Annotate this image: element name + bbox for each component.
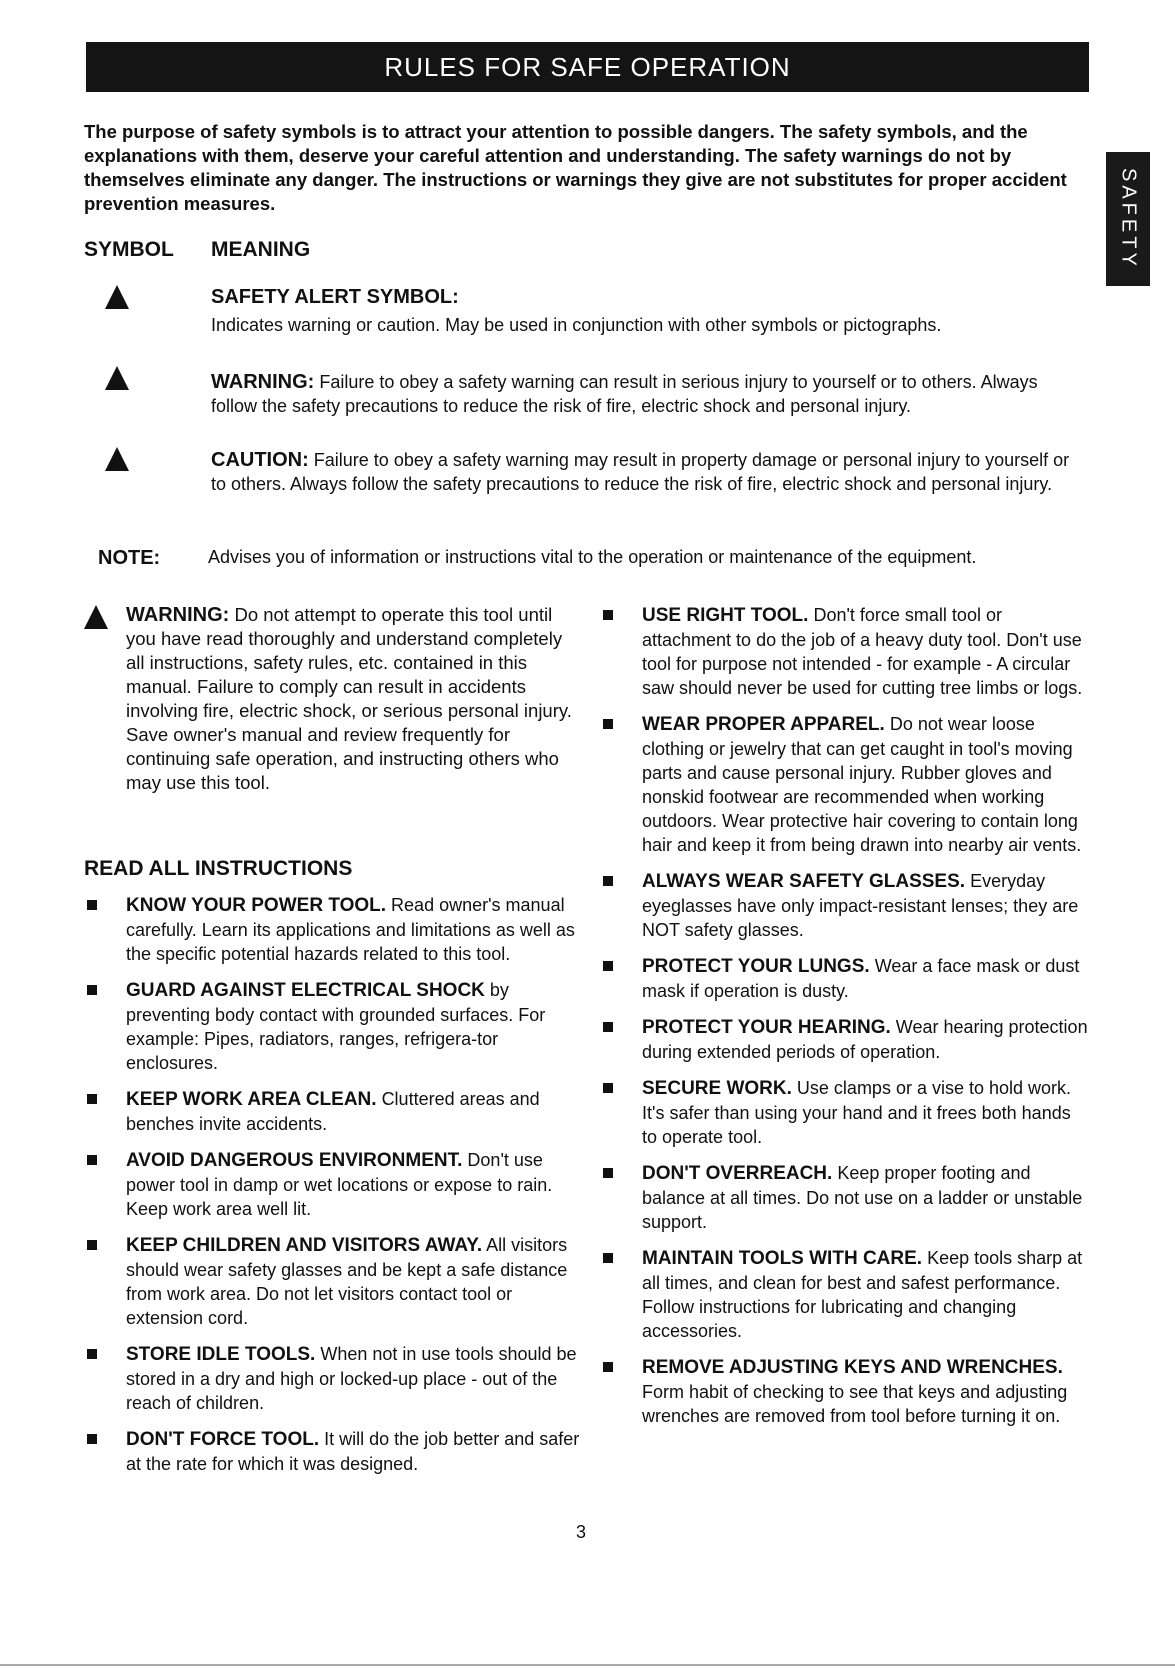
safety-rule-text: Do not wear loose clothing or jewelry that can get caught in tool's moving parts and cause personal injury. Rubber gloves and nonskid footwear are recommended when working outdoors. Wear protective hair covering to contain long hair and keep it from being drawn into nearby air vents. [642, 714, 1082, 855]
safety-rule-title: MAINTAIN TOOLS WITH CARE. [642, 1248, 923, 1269]
safety-rule-text: Form habit of checking to see that keys and adjusting wrenches are removed from tool before turning it on. [642, 1382, 1068, 1426]
safety-rule-text: Wear hearing protection during extended periods of operation. [642, 1017, 1088, 1062]
safety-rule-item [600, 1161, 1090, 1234]
safety-rule-title: KEEP WORK AREA CLEAN. [126, 1089, 377, 1110]
page-number: 3 [576, 1522, 587, 1542]
safety-rule-item [600, 1355, 1090, 1428]
safety-rule-title: AVOID DANGEROUS ENVIRONMENT. [126, 1150, 463, 1171]
safety-rule-item [600, 1246, 1090, 1343]
safety-rule-title: PROTECT YOUR LUNGS. [642, 956, 870, 977]
warning-triangle-icon [105, 447, 129, 471]
safety-rule-text: It will do the job better and safer at the rate for which it was designed. [126, 1429, 580, 1474]
caution-text: Failure to obey a safety warning may result in property damage or personal injury to yourself or to others. Always follow the safety precautions to reduce the risk of fire, electric shock and personal injury. [211, 450, 1070, 494]
safety-rule-text: Use clamps or a vise to hold work. It's safer than using your hand and it frees both hands to operate tool. [642, 1078, 1072, 1147]
safety-rule-item [600, 954, 1090, 1003]
caution-definition [211, 448, 1081, 496]
square-bullet-icon [603, 1362, 613, 1372]
safety-rule-text: Don't force small tool or attachment to do the job of a heavy duty tool. Don't use tool for purpose not intended - for example - A circular saw should never be used for cutting tree limbs or logs. [642, 605, 1083, 698]
square-bullet-icon [603, 876, 613, 886]
safety-rule-item [84, 893, 584, 966]
warning-text: Failure to obey a safety warning can result in serious injury to yourself or to others. Always follow the safety precautions to reduce the risk of fire, electric shock and personal injury. [211, 372, 1038, 416]
safety-rule-text: by preventing body contact with grounded surfaces. For example: Pipes, radiators, ranges, refrigera-tor enclosures. [126, 980, 546, 1073]
safety-rule-item [84, 1427, 584, 1476]
safety-rule-item [600, 1015, 1090, 1064]
intro-paragraph: The purpose of safety symbols is to attract your attention to possible dangers. The safety symbols, and the explanations with them, deserve your careful attention and understanding. The safety warnings do not by themselves eliminate any danger. The instructions or warnings they give are not substitutes for proper accident prevention measures. [84, 121, 1067, 214]
safety-rule-item [84, 1148, 584, 1221]
right-column [600, 603, 1090, 1440]
left-rules-list [84, 893, 584, 1476]
square-bullet-icon [603, 1168, 613, 1178]
note-label: NOTE: [98, 547, 161, 569]
left-column [84, 603, 584, 1488]
safety-rule-title: REMOVE ADJUSTING KEYS AND WRENCHES. [642, 1357, 1063, 1378]
safety-rule-title: ALWAYS WEAR SAFETY GLASSES. [642, 871, 966, 892]
square-bullet-icon [603, 719, 613, 729]
safety-rule-title: SECURE WORK. [642, 1078, 792, 1099]
page-header [86, 42, 1089, 92]
safety-rule-item [84, 1087, 584, 1136]
page-bottom-rule [0, 1664, 1175, 1666]
warning-triangle-icon [105, 285, 129, 309]
safety-rule-item [600, 603, 1090, 700]
safety-rule-title: KEEP CHILDREN AND VISITORS AWAY. [126, 1235, 483, 1256]
meaning-column-heading: MEANING [211, 238, 311, 261]
square-bullet-icon [603, 1253, 613, 1263]
safety-alert-text: Indicates warning or caution. May be used in conjunction with other symbols or pictographs. [211, 315, 942, 335]
main-warning-text: Do not attempt to operate this tool until you have read thoroughly and understand completely all instructions, safety rules, etc. contained in this manual. Failure to comply can result in accidents involving fire, electric shock, or serious personal injury. Save owner's manual and review frequently for continuing safe operation, and instructing others who may use this tool. [126, 604, 572, 793]
safety-alert-definition [211, 285, 1081, 337]
caution-label: CAUTION: [211, 449, 309, 471]
right-rules-list [600, 603, 1090, 1428]
safety-rule-text: When not in use tools should be stored in a dry and high or locked-up place - out of the reach of children. [126, 1344, 577, 1413]
square-bullet-icon [87, 1155, 97, 1165]
safety-alert-title: SAFETY ALERT SYMBOL: [211, 286, 459, 308]
main-warning-label: WARNING: [126, 604, 230, 626]
square-bullet-icon [87, 900, 97, 910]
square-bullet-icon [603, 1022, 613, 1032]
safety-rule-title: GUARD AGAINST ELECTRICAL SHOCK [126, 980, 485, 1001]
safety-rule-text: Don't use power tool in damp or wet locations or expose to rain. Keep work area well lit. [126, 1150, 553, 1219]
safety-rule-title: STORE IDLE TOOLS. [126, 1344, 316, 1365]
side-tab-label: SAFETY [1117, 168, 1140, 270]
note-text: Advises you of information or instructions vital to the operation or maintenance of the equipment. [208, 547, 977, 567]
safety-rule-text: Keep tools sharp at all times, and clean for best and safest performance. Follow instructions for lubricating and changing accessories. [642, 1248, 1083, 1341]
safety-rule-title: DON'T FORCE TOOL. [126, 1429, 320, 1450]
main-warning [84, 603, 584, 795]
warning-triangle-icon [105, 366, 129, 390]
safety-rule-text: Everyday eyeglasses have only impact-resistant lenses; they are NOT safety glasses. [642, 871, 1079, 940]
safety-rule-text: Read owner's manual carefully. Learn its applications and limitations as well as the specific potential hazards related to this tool. [126, 895, 575, 964]
square-bullet-icon [87, 1240, 97, 1250]
safety-rule-item [84, 1233, 584, 1330]
warning-label: WARNING: [211, 371, 315, 393]
square-bullet-icon [603, 1083, 613, 1093]
square-bullet-icon [603, 610, 613, 620]
read-all-instructions-heading: READ ALL INSTRUCTIONS [84, 857, 353, 880]
safety-rule-item [600, 869, 1090, 942]
symbol-column-heading: SYMBOL [84, 238, 174, 261]
square-bullet-icon [603, 961, 613, 971]
safety-rule-title: WEAR PROPER APPAREL. [642, 714, 885, 735]
safety-rule-text: Wear a face mask or dust mask if operation is dusty. [642, 956, 1080, 1001]
warning-triangle-icon [84, 605, 108, 629]
safety-rule-title: KNOW YOUR POWER TOOL. [126, 895, 387, 916]
header-title: RULES FOR SAFE OPERATION [384, 51, 791, 82]
safety-rule-text: Keep proper footing and balance at all times. Do not use on a ladder or unstable support. [642, 1163, 1083, 1232]
square-bullet-icon [87, 1349, 97, 1359]
safety-rule-item [600, 712, 1090, 857]
safety-rule-item [84, 1342, 584, 1415]
safety-rule-text: All visitors should wear safety glasses and be kept a safe distance from work area. Do not let visitors contact tool or extension cord. [126, 1235, 568, 1328]
safety-rule-title: PROTECT YOUR HEARING. [642, 1017, 891, 1038]
square-bullet-icon [87, 1434, 97, 1444]
safety-rule-text: Cluttered areas and benches invite accidents. [126, 1089, 540, 1134]
square-bullet-icon [87, 985, 97, 995]
safety-rule-item [600, 1076, 1090, 1149]
warning-definition [211, 370, 1081, 418]
section-side-tab [1106, 152, 1150, 286]
safety-rule-title: USE RIGHT TOOL. [642, 605, 809, 626]
square-bullet-icon [87, 1094, 97, 1104]
safety-rule-title: DON'T OVERREACH. [642, 1163, 833, 1184]
safety-rule-item [84, 978, 584, 1075]
